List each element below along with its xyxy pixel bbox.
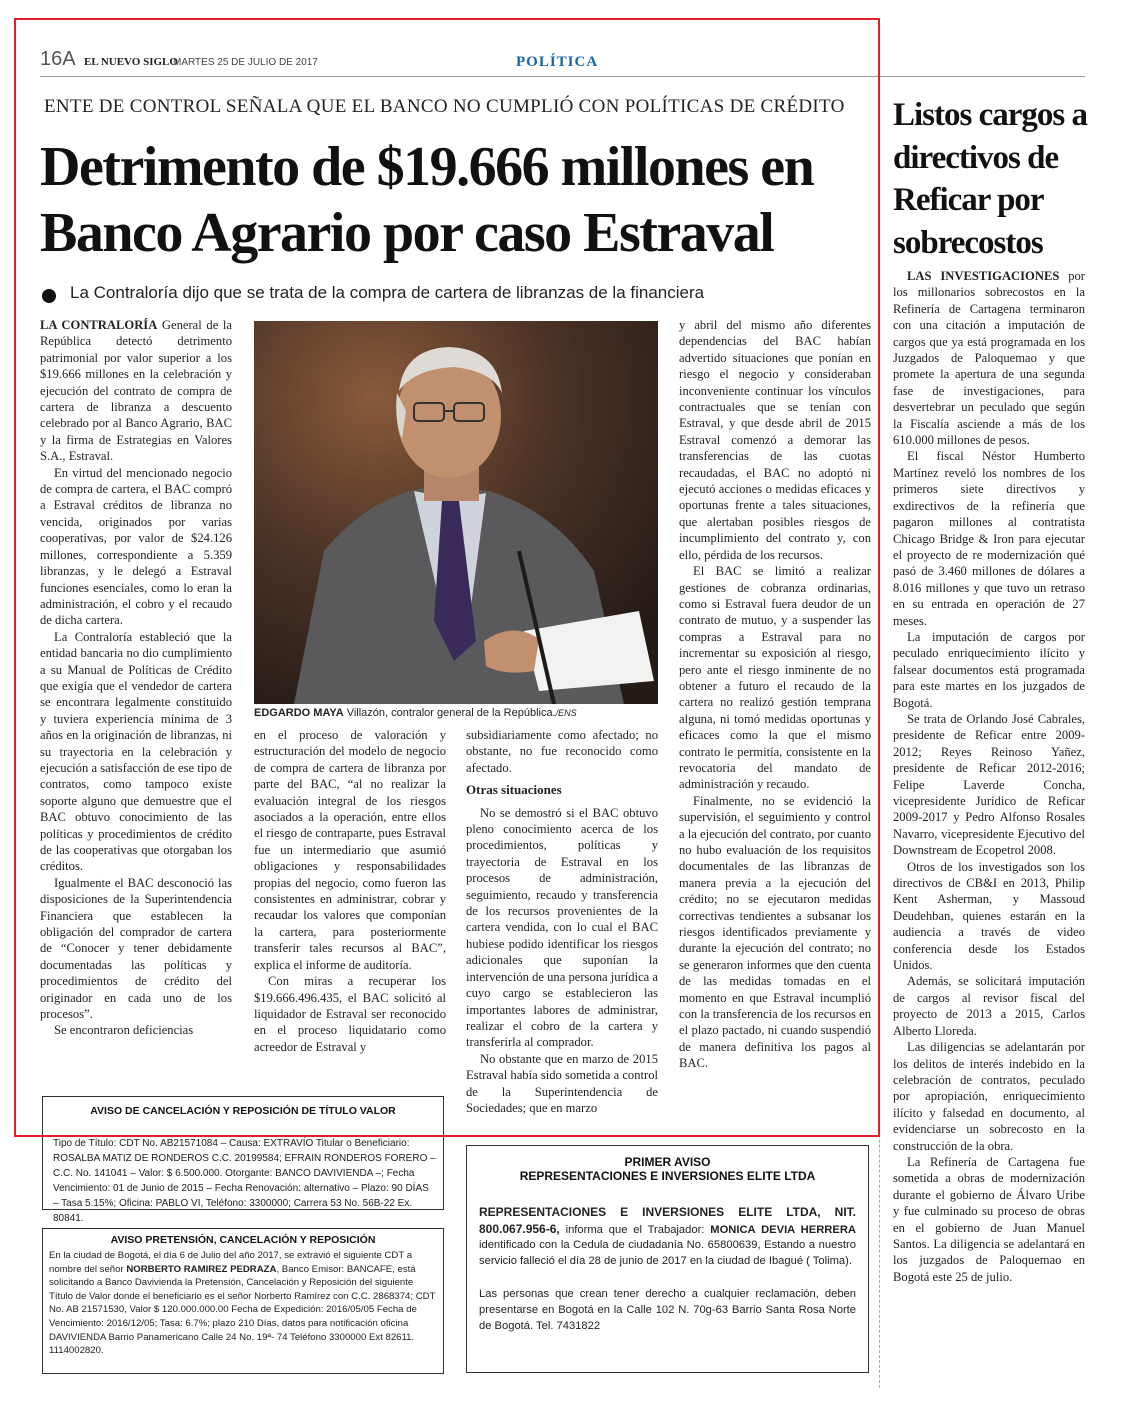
notice-person-name: MONICA DEVIA HERRERA [710,1223,857,1236]
notice-title: AVISO DE CANCELACIÓN Y REPOSICIÓN DE TÍTULO VALOR [90,1105,396,1117]
notice-first-notice [466,1145,869,1373]
article-paragraph: En virtud del mencionado negocio de compra de cartera, el BAC compró a Estraval créditos de libranza no vencida, originados por varias cooperativas, por valor de $24.126 millones, correspondiente a 5.359 libranzas, y le delegó a Estraval funciones esenciales, como lo eran la administración, el cobro y el recaudo de dicha cartera. [40,465,232,628]
photo-credit: /ENS [555,708,577,718]
newspaper-name: EL NUEVO SIGLO [84,56,178,68]
article-headline: Detrimento de $19.666 millones en Banco Agrario por caso Estraval [40,136,814,264]
article-paragraph: El BAC se limitó a realizar gestiones de cobranza ordinarias, como si Estraval fuera deudor de un contrato de mutuo, y a suspender las compras a Estraval para no incrementar su exposición al riesgo, pero ante el riesgo inminente de no obtener a futuro el recaudo de la cartera no realizó gestión temprana alguna, ni tomó medidas oportunas y eficaces como la que el mismo contrato le permitía, consistente en la revocatoria del mandato de administración y recaudo. [679,564,871,792]
article-paragraph: LA CONTRALORÍA General de la República detectó detrimento patrimonial por valor superior a los $19.666 millones en la celebración y ejecución del contrato de compra de cartera de libranza a descuento celebrado por al Banco Agrario, BAC y la firma de Estrategias en Valores S.A., Estraval. [40,318,232,464]
article-paragraph: Se trata de Orlando José Cabrales, presidente de Reficar entre 2009-2012; Reyes Reinoso Yañez, presidente de Reficar 2012-2016; Felipe Laverde Concha, vicepresidente Jurídico de Reficar 2009-2017 y Pedro Alfonso Rosales Navarro, vicepresidente Ejecutivo del Downstream de Ecopetrol 2008. [893,711,1085,858]
article-summary: La Contraloría dijo que se trata de la compra de cartera de libranzas de la financiera [70,283,705,302]
article-paragraph: LAS INVESTIGACIONES por los millonarios sobrecostos en la Refinería de Cartagena terminaron con una citación a imputación de cargos que ya está programada en los Juzgados de Paloquemao y que promete la apertura de una segunda fase de investigaciones, para desvertebrar un peculado que según la Fiscalía asciende a más de los 610.000 millones de pesos. [893,269,1085,448]
lead-word: LAS INVESTIGACIONES [907,269,1060,283]
notice-subtitle: REPRESENTACIONES E INVERSIONES ELITE LTDA [519,1169,816,1183]
article-paragraph: Igualmente el BAC desconoció las disposiciones de la Superintendencia Financiera que establecen la obligación del comprador de cartera de “Conocer y tener debidamente documentadas las políticas y procedimientos de crédito del originador en cada uno de los procesos”. [40,875,232,1022]
side-article-headline: Listos cargos a directivos de Reficar por sobrecostos [893,97,1087,261]
article-paragraph: Se encontraron deficiencias [54,1023,194,1038]
article-paragraph: La imputación de cargos por peculado enriquecimiento ilícito y falsear documentos está programada para este martes en los juzgados de Bogotá. [893,629,1085,710]
side-article-body [893,268,1085,1378]
article-paragraph: en el proceso de valoración y estructuración del modelo de negocio de compra de cartera de libranza por parte del BAC, “al no realizar la evaluación integral de los riesgos asociados a la operación, entre ellos el riesgo de contraparte, pues Estraval fue un intermediario que asumió obligaciones y responsabilidades propias del negocio, como fueron las consistentes en administrar, cobrar y recaudar los valores que componían la cartera, para posteriormente transferir tales recursos al BAC”, explica el informe de auditoría. [254,728,446,972]
article-paragraph: Las diligencias se adelantarán por los delitos de interés indebido en la celebración de contratos, peculado por apropiación, enriquecimiento ilícito y falsedad en documento, al evidenciarse un sobrecosto en la construcción de la obra. [893,1040,1085,1153]
highlight-frame [14,18,880,1137]
notice-title: AVISO PRETENSIÓN, CANCELACIÓN Y REPOSICIÓN [110,1234,376,1246]
notice-claim-cancellation [42,1228,444,1374]
article-paragraph: Además, se solicitará imputación de cargos al revisor fiscal del proyecto de 2013 a 2015, Carlos Alberto Lloreda. [893,974,1085,1038]
caption-name: EDGARDO MAYA [254,707,344,719]
notice-body: En la ciudad de Bogotá, el día 6 de Julio del año 2017, se extravió el siguiente CDT a nombre del señor NORBERTO RAMIREZ PEDRAZA, Banco Emisor: BANCAFE, está solicitando a Banco Davivienda la Pretensión, Cancelación y Reposición del siguiente Título de Valor donde el beneficiario es el señor Norberto Ramírez con C.C. 2868374; CDT No. AB 21571530, Valor $ 120.000.000.00 Fecha de Expedición: 2016/05/05 Fecha de Vencimiento: 2016/12/05; Tasa: 6.7%; plazo 210 Días, datos para notificación oficina DAVIVIENDA Barrio Panamericano Calle 24 No. 19ª- 74 Teléfono 3300000 Ext 82611. 1114002820. [49,1250,436,1357]
article-paragraph: Finalmente, no se evidenció la supervisión, el seguimiento y control a la ejecución del contrato, por cuanto no hubo evaluación de los requisitos documentales de las libranzas de manera previa a la ejecución del crédito; no se ejecutaron medidas correctivas tendientes a subsanar los riesgos identificados previamente y durante la ejecución del contrato; no se generaron informes que den cuenta de las medidas tomadas en el momento en que Estraval incumplió con la transferencia de los recursos en el plazo pactado, ni cuando suspendió de manera definitiva los pagos al BAC. [679,793,871,1071]
issue-date: MARTES 25 DE JULIO DE 2017 [173,57,318,68]
notice-title: PRIMER AVISO [624,1155,711,1169]
article-paragraph: y abril del mismo año diferentes dependencias del BAC habían advertido situaciones que ponían en riesgo el negocio y consideraban inconveniente continuar los vínculos contractuales que se tenían con Estraval, y que desde abril de 2015 Estraval comenzó a demorar las transferencias de las cuotas recaudadas, el BAC no adoptó ni ejecutó acciones o medidas eficaces y oportunas frente a tales situaciones, que alertaban posibles riesgos de incumplimiento del contrato y, con ello, pérdida de los recursos. [679,318,871,562]
article-paragraph: Otros de los investigados son los directivos de CB&I en 2013, Philip Kent Asherman, y Massoud Deudehban, quienes estarán en la audiencia a través de video conferencia desde los Estados Unidos. [893,859,1085,973]
lead-word: LA CONTRALORÍA [40,318,158,332]
article-paragraph: No se demostró si el BAC obtuvo pleno conocimiento acerca de los procedimientos, políticas y trayectoria de Estraval en los procesos de administración, seguimiento, recaudo y transferencia de los recursos provenientes de la cartera vendida, con lo cual el BAC hubiese podido identificar los riesgos adicionales que suponían la intervención de una persona jurídica a cuyo cargo se establecieron las importantes labores de administrar, realizar el cobro de la cartera y transferirla al comprador. [466,805,658,1050]
article-paragraph: Con miras a recuperar los $19.666.496.435, el BAC solicitó al liquidador de Estraval ser reconocido en el proceso liquidatario como acreedor de Estraval y [254,974,446,1054]
article-paragraph: La Contraloría estableció que la entidad bancaria no dio cumplimiento a su Manual de Políticas de Crédito que exigía que el vendedor de cartera se encontrara legalmente constituido y tuviera experiencia mínima de 3 años en la originación de libranzas, ni su trayectoria en la celebración y ejecución a satisfacción de ese tipo de contratos, como tampoco existe soporte alguno que demuestre que el BAC obtuvo conocimiento de las políticas y procedimientos de crédito de las cooperativas que otorgaban los créditos. [40,629,232,874]
article-kicker: ENTE DE CONTROL SEÑALA QUE EL BANCO NO CUMPLIÓ CON POLÍTICAS DE CRÉDITO [44,96,845,117]
article-subhead: Otras situaciones [466,782,562,798]
notice-person-name: NORBERTO RAMIREZ PEDRAZA [126,1263,277,1275]
article-paragraph: La Refinería de Cartagena fue sometida a obras de modernización durante el gobierno de Álvaro Uribe y fue culminado su proceso de obras en el gobierno de Juan Manuel Santos. La diligencia se adelantará en los juzgados de Paloquemao en Bogotá este 25 de julio. [893,1154,1085,1284]
notice-body: REPRESENTACIONES E INVERSIONES ELITE LTDA, NIT. 800.067.956-6, informa que el Trabajador: MONICA DEVIA HERRERA identificado con la Cedula de ciudadanía No. 65800639, Estando a nuestro servicio falleció el día 28 de junio de 2017 en la ciudad de Ibagué ( Tolima). [479,1205,857,1267]
article-paragraph: El fiscal Néstor Humberto Martínez reveló los nombres de los primeros siete directivos y exdirectivos de la refinería que pagaron millones al contratista Chicago Bridge & Iron para ejecutar el proyecto de re modernización qué pasó de 3.460 millones de dólares a 8.016 millones y que tuvo un retraso en su entrada en operación de 27 meses. [893,449,1085,628]
notice-body: Las personas que crean tener derecho a cualquier reclamación, deben presentarse en Bogotá en la Calle 102 N. 70g-63 Barrio Santa Rosa Norte de Bogotá. Tel. 7431822 [479,1288,856,1332]
page-number: 16A [40,48,76,70]
notice-company: REPRESENTACIONES E INVERSIONES ELITE LTDA, NIT. 800.067.956-6, [479,1205,856,1236]
notice-body: Tipo de Título: CDT No. AB21571084 – Causa: EXTRAVÍO Titular o Beneficiario: ROSALBA MATIZ DE RONDEROS C.C. 20199584; EFRAIN RONDEROS FORERO – C.C. No. 141041 – Valor: $ 6.500.000. Otorgante: BANCO DAVIVIENDA –; Fecha Vencimiento: 01 de Junio de 2015 – Fecha Renovación: alternativo – Plazo: 90 DÍAS – Tasa 5.15%; Oficina: PABLO VI, Teléfono: 3300000; Carrera 53 No. 56B-22 Ex. 80841. [53,1138,436,1224]
article-paragraph: No obstante que en marzo de 2015 Estraval había sido sometida a control de la Superintendencia de Sociedades; que en marzo [466,1051,658,1115]
article-paragraph: subsidiariamente como afectado; no obstante, no fue reconocido como afectado. [466,728,658,775]
section-label: POLÍTICA [516,54,599,70]
photo-caption: EDGARDO MAYA Villazón, contralor general de la República./ENS [254,707,577,719]
